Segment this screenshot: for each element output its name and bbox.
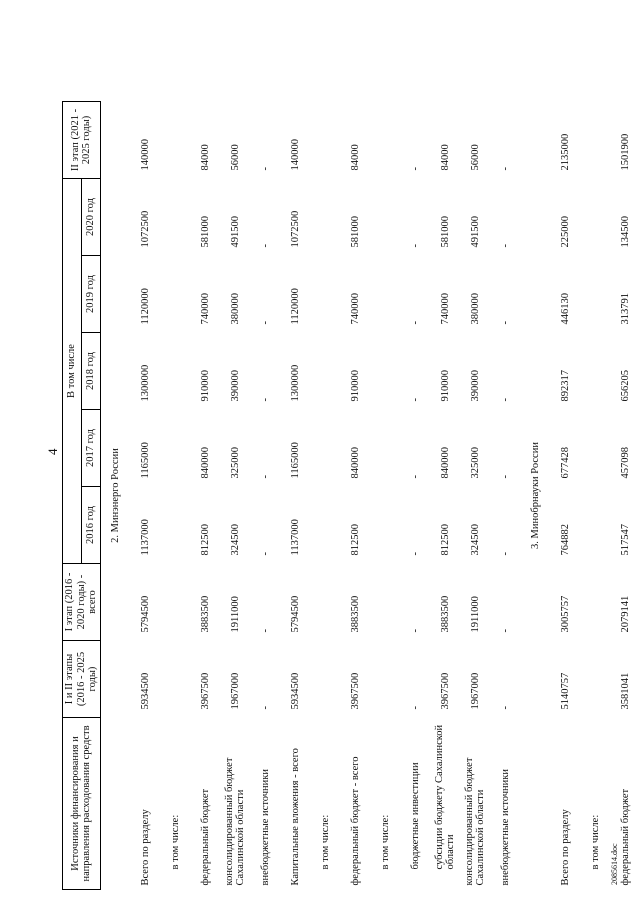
table-row xyxy=(190,102,220,890)
cell-value: 56000 xyxy=(469,144,481,171)
table-row xyxy=(550,102,580,890)
cell-value: 225000 xyxy=(559,216,571,248)
financing-table xyxy=(62,101,640,890)
cell-value: 1967000 xyxy=(229,672,241,710)
cell-value: 1911000 xyxy=(469,596,481,633)
cell-value: 1911000 xyxy=(229,596,241,633)
cell-value xyxy=(580,641,610,718)
cell-value xyxy=(580,410,610,487)
table-row xyxy=(610,102,640,890)
cell-value: 2079141 xyxy=(619,595,631,633)
cell-value: 390000 xyxy=(469,370,481,402)
cell-value: - xyxy=(499,244,511,248)
cell-value: 3967500 xyxy=(199,672,211,710)
cell-value: 3581041 xyxy=(619,672,631,710)
row-label: внебюджетные источники xyxy=(499,768,511,886)
cell-value: 491500 xyxy=(469,216,481,248)
cell-value: 5934500 xyxy=(289,672,301,710)
cell-value xyxy=(370,179,400,256)
cell-value: - xyxy=(409,475,421,479)
row-label: консолидированный бюджет Сахалинской области xyxy=(224,757,247,886)
header-2016: 2016 год xyxy=(81,487,100,564)
cell-value: 1165000 xyxy=(289,442,301,479)
cell-value: - xyxy=(499,321,511,325)
cell-value: 764882 xyxy=(559,524,571,556)
header-2020: 2020 год xyxy=(81,179,100,256)
section-title-row xyxy=(520,102,550,890)
cell-value xyxy=(580,564,610,641)
row-label: консолидированный бюджет Сахалинской области xyxy=(464,757,487,886)
cell-value: 324500 xyxy=(469,524,481,556)
cell-value: 812500 xyxy=(439,524,451,556)
table-row xyxy=(280,102,310,890)
table-row xyxy=(460,102,490,890)
cell-value: 446130 xyxy=(559,293,571,325)
row-label: внебюджетные источники xyxy=(259,768,271,886)
cell-value xyxy=(310,564,340,641)
cell-value: 740000 xyxy=(199,293,211,325)
table-row xyxy=(160,102,190,890)
cell-value: 3883500 xyxy=(349,595,361,633)
cell-value: 740000 xyxy=(439,293,451,325)
cell-value: - xyxy=(499,475,511,479)
cell-value: 140000 xyxy=(289,139,301,171)
cell-value: 581000 xyxy=(199,216,211,248)
cell-value: 84000 xyxy=(349,144,361,171)
section-title: 3. Минобрнауки России xyxy=(529,442,541,549)
cell-value xyxy=(160,641,190,718)
cell-value: 56000 xyxy=(229,144,241,171)
cell-value xyxy=(580,333,610,410)
cell-value: 1120000 xyxy=(289,288,301,325)
cell-value: 3883500 xyxy=(439,595,451,633)
cell-value xyxy=(310,102,340,179)
table-row xyxy=(490,102,520,890)
row-label: федеральный бюджет xyxy=(199,788,211,886)
section-title-row xyxy=(100,102,130,890)
cell-value: 3005757 xyxy=(559,595,571,633)
row-label: Капитальные вложения - всего xyxy=(289,748,301,886)
cell-value: - xyxy=(409,706,421,710)
cell-value: 910000 xyxy=(349,370,361,402)
cell-value: 581000 xyxy=(439,216,451,248)
cell-value xyxy=(160,179,190,256)
cell-value: - xyxy=(259,629,271,633)
row-label: федеральный бюджет - всего xyxy=(349,756,361,886)
cell-value: - xyxy=(259,321,271,325)
table-row xyxy=(340,102,370,890)
table-row xyxy=(220,102,250,890)
cell-value: - xyxy=(499,629,511,633)
cell-value: 1300000 xyxy=(289,364,301,402)
cell-value: 892317 xyxy=(559,370,571,402)
cell-value: 313791 xyxy=(619,293,631,325)
cell-value: 812500 xyxy=(349,524,361,556)
cell-value: 3967500 xyxy=(439,672,451,710)
table-row xyxy=(430,102,460,890)
cell-value: 677428 xyxy=(559,447,571,479)
cell-value xyxy=(370,102,400,179)
cell-value xyxy=(370,256,400,333)
cell-value: 1501900 xyxy=(619,133,631,171)
table-row xyxy=(580,102,610,890)
row-label: Всего по разделу xyxy=(559,809,571,886)
cell-value: - xyxy=(409,552,421,556)
cell-value xyxy=(370,641,400,718)
cell-value xyxy=(370,333,400,410)
table-body xyxy=(100,102,640,890)
cell-value: 380000 xyxy=(469,293,481,325)
row-label: в том числе: xyxy=(319,814,331,870)
cell-value: 5794500 xyxy=(139,595,151,633)
cell-value: 3883500 xyxy=(199,595,211,633)
header-2017: 2017 год xyxy=(81,410,100,487)
table-row xyxy=(370,102,400,890)
cell-value: 910000 xyxy=(199,370,211,402)
cell-value: - xyxy=(409,167,421,171)
cell-value xyxy=(310,179,340,256)
cell-value: - xyxy=(409,629,421,633)
header-total: I и II этапы (2016 - 2025 годы) xyxy=(63,641,101,718)
cell-value xyxy=(370,564,400,641)
cell-value: - xyxy=(499,552,511,556)
row-label: в том числе: xyxy=(169,814,181,870)
cell-value xyxy=(310,333,340,410)
cell-value: 1165000 xyxy=(139,442,151,479)
cell-value: 812500 xyxy=(199,524,211,556)
cell-value: 5794500 xyxy=(289,595,301,633)
cell-value xyxy=(160,564,190,641)
cell-value xyxy=(160,256,190,333)
table-row xyxy=(250,102,280,890)
row-label: федеральный бюджет xyxy=(619,788,631,886)
cell-value xyxy=(310,487,340,564)
cell-value: - xyxy=(259,167,271,171)
table-row xyxy=(130,102,160,890)
cell-value xyxy=(160,333,190,410)
cell-value: 140000 xyxy=(139,139,151,171)
cell-value xyxy=(160,102,190,179)
cell-value: - xyxy=(259,244,271,248)
cell-value xyxy=(370,410,400,487)
cell-value: - xyxy=(499,706,511,710)
cell-value: 3967500 xyxy=(349,672,361,710)
row-label: Всего по разделу xyxy=(139,809,151,886)
cell-value: 1967000 xyxy=(469,672,481,710)
cell-value: 84000 xyxy=(439,144,451,171)
cell-value: 380000 xyxy=(229,293,241,325)
table-row xyxy=(400,102,430,890)
cell-value xyxy=(310,641,340,718)
cell-value: 2135000 xyxy=(559,133,571,171)
cell-value: 1300000 xyxy=(139,364,151,402)
cell-value xyxy=(310,410,340,487)
cell-value xyxy=(310,256,340,333)
header-stage1: I этап (2016 - 2020 годы) - всего xyxy=(63,564,101,641)
cell-value: 324500 xyxy=(229,524,241,556)
cell-value: - xyxy=(409,244,421,248)
cell-value: 740000 xyxy=(349,293,361,325)
cell-value: 1137000 xyxy=(139,519,151,556)
cell-value: 390000 xyxy=(229,370,241,402)
footer-document-code: 2085614.doc xyxy=(610,843,619,885)
cell-value: - xyxy=(259,552,271,556)
cell-value: 840000 xyxy=(199,447,211,479)
header-source: Источники финансирования и направления расходования средств xyxy=(63,718,101,890)
cell-value: 84000 xyxy=(199,144,211,171)
cell-value: 5140757 xyxy=(559,672,571,710)
cell-value xyxy=(580,102,610,179)
cell-value: 457098 xyxy=(619,447,631,479)
cell-value: 134500 xyxy=(619,216,631,248)
cell-value: - xyxy=(259,398,271,402)
row-label: в том числе: xyxy=(379,814,391,870)
cell-value: 5934500 xyxy=(139,672,151,710)
cell-value: - xyxy=(409,398,421,402)
table-header xyxy=(63,102,101,890)
cell-value: 910000 xyxy=(439,370,451,402)
cell-value: 840000 xyxy=(349,447,361,479)
cell-value xyxy=(370,487,400,564)
cell-value: 656205 xyxy=(619,370,631,402)
header-2018: 2018 год xyxy=(81,333,100,410)
cell-value xyxy=(160,487,190,564)
cell-value xyxy=(580,179,610,256)
cell-value xyxy=(580,256,610,333)
header-2019: 2019 год xyxy=(81,256,100,333)
cell-value: - xyxy=(259,475,271,479)
cell-value: - xyxy=(409,321,421,325)
row-label: бюджетные инвестиции xyxy=(409,762,421,870)
cell-value: 1072500 xyxy=(139,210,151,248)
header-including: В том числе xyxy=(63,179,82,564)
row-label: субсидии бюджету Сахалинской области xyxy=(434,724,457,870)
page-number: 4 xyxy=(45,448,60,455)
cell-value: 491500 xyxy=(229,216,241,248)
cell-value xyxy=(160,410,190,487)
cell-value: - xyxy=(259,706,271,710)
header-stage2: II этап (2021 - 2025 годы) xyxy=(63,102,101,179)
cell-value: 1137000 xyxy=(289,519,301,556)
cell-value: 325000 xyxy=(469,447,481,479)
cell-value xyxy=(580,487,610,564)
row-label: в том числе: xyxy=(589,814,601,870)
cell-value: 325000 xyxy=(229,447,241,479)
cell-value: 840000 xyxy=(439,447,451,479)
cell-value: 1120000 xyxy=(139,288,151,325)
cell-value: 517547 xyxy=(619,524,631,556)
cell-value: 1072500 xyxy=(289,210,301,248)
cell-value: 581000 xyxy=(349,216,361,248)
section-title: 2. Минэнерго России xyxy=(109,448,121,543)
cell-value: - xyxy=(499,398,511,402)
cell-value: - xyxy=(499,167,511,171)
table-row xyxy=(310,102,340,890)
